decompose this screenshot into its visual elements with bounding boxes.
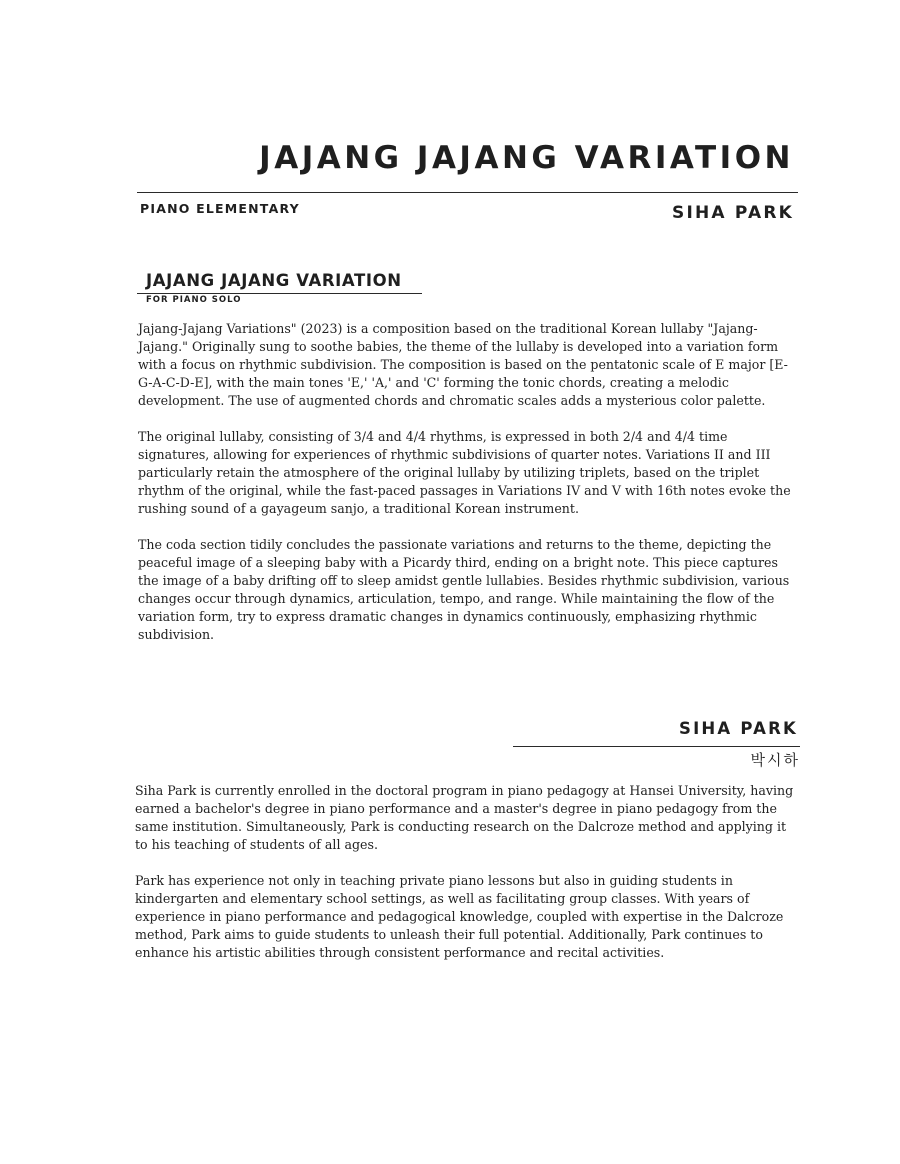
- bio-heading: SIHA PARK: [679, 719, 798, 738]
- bio-paragraph: Park has experience not only in teaching private piano lessons but also in guiding students in kindergarten and elementary school settings, as well as facilitating group classes. With years of experience in piano performance and pedagogical knowledge, coupled with expertise in the Dalcroze method, Park aims to guide students to unleash their full potential. Additionally, Park continues to enhance his artistic abilities through consistent performance and recital activities.: [135, 873, 784, 960]
- page-title: JAJANG JAJANG VARIATION: [259, 140, 794, 176]
- piece-subtitle: FOR PIANO SOLO: [146, 295, 242, 305]
- piece-title: JAJANG JAJANG VARIATION: [146, 271, 402, 290]
- bio-text: [135, 782, 801, 980]
- piece-paragraph: Jajang-Jajang Variations" (2023) is a composition based on the traditional Korean lullaby "Jajang-Jajang." Originally sung to soothe babies, the theme of the lullaby is developed into a variation form with a focus on rhythmic subdivision. The composition is based on the pentatonic scale of E major [E-G-A-C-D-E], with the main tones 'E,' 'A,' and 'C' forming the tonic chords, creating a melodic development. The use of augmented chords and chromatic scales adds a mysterious color palette.: [138, 321, 788, 408]
- piece-paragraph: The coda section tidily concludes the passionate variations and returns to the theme, depicting the peaceful image of a sleeping baby with a Picardy third, ending on a bright note. This piece captures the image of a baby drifting off to sleep amidst gentle lullabies. Besides rhythmic subdivision, various changes occur through dynamics, articulation, tempo, and range. While maintaining the flow of the variation form, try to express dramatic changes in dynamics continuously, emphasizing rhythmic subdivision.: [138, 537, 790, 642]
- bio-divider: [513, 746, 800, 747]
- composer-name: SIHA PARK: [672, 203, 794, 223]
- piece-paragraph: The original lullaby, consisting of 3/4 and 4/4 rhythms, is expressed in both 2/4 and 4/4 time signatures, allowing for experiences of rhythmic subdivisions of quarter notes. Variations II and III particularly retain the atmosphere of the original lullaby by utilizing triplets, based on the triplet rhythm of the original, while the fast-paced passages in Variations IV and V with 16th notes evoke the rushing sound of a gayageum sanjo, a traditional Korean instrument.: [138, 429, 791, 516]
- bio-paragraph: Siha Park is currently enrolled in the doctoral program in piano pedagogy at Hansei University, having earned a bachelor's degree in piano performance and a master's degree in piano pedagogy from the same institution. Simultaneously, Park is conducting research on the Dalcroze method and applying it to his teaching of students of all ages.: [135, 783, 794, 852]
- bio-korean-name: 박시하: [750, 751, 800, 769]
- piece-title-divider: [137, 293, 422, 294]
- piece-description: [138, 320, 802, 662]
- category-label: PIANO ELEMENTARY: [140, 201, 300, 216]
- title-divider: [137, 192, 798, 193]
